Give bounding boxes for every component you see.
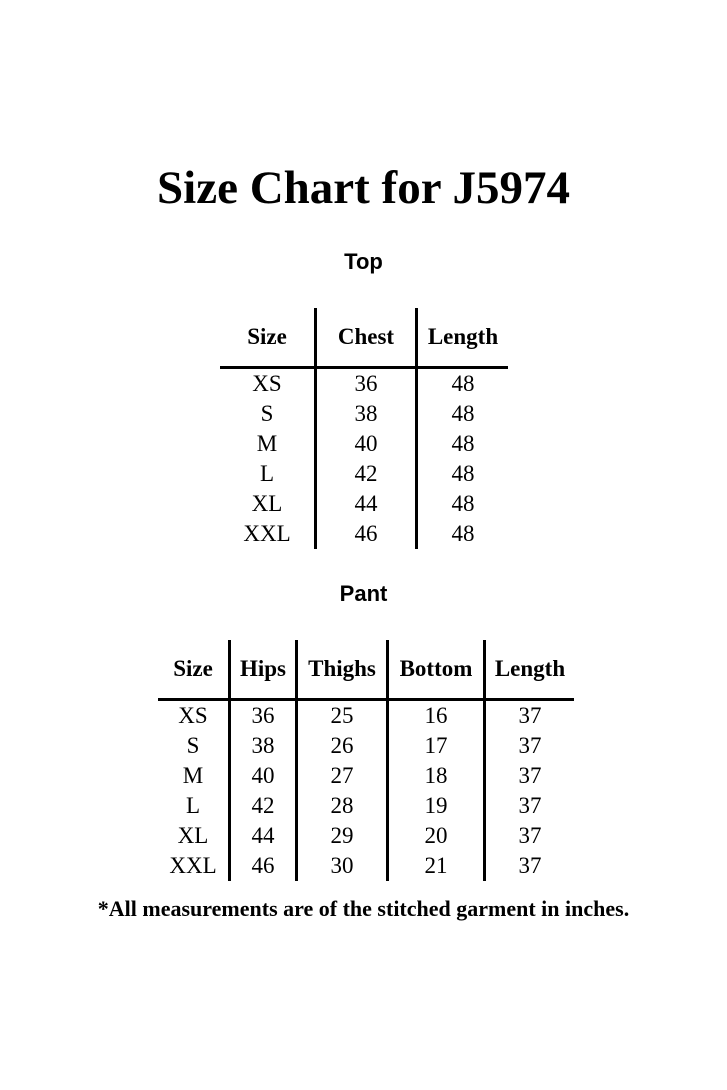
- size-cell: XXL: [243, 521, 291, 546]
- thighs-cell: 29: [297, 821, 388, 851]
- length-cell: 48: [417, 368, 509, 400]
- length-cell: 48: [417, 489, 509, 519]
- chest-cell: 36: [316, 368, 417, 400]
- hips-cell: 38: [230, 731, 297, 761]
- length-cell: 48: [417, 459, 509, 489]
- size-cell: XS: [252, 371, 282, 396]
- column-header-size: Size: [220, 308, 316, 368]
- size-cell: XL: [177, 823, 209, 848]
- length-cell: 37: [485, 761, 575, 791]
- length-cell: 37: [485, 851, 575, 881]
- table-row: [158, 821, 574, 851]
- table-row: [158, 851, 574, 881]
- thighs-cell: 30: [297, 851, 388, 881]
- column-header-chest: Chest: [316, 308, 417, 368]
- bottom-cell: 19: [388, 791, 485, 821]
- column-header-size: Size: [158, 640, 230, 700]
- table-header-row: [158, 640, 574, 700]
- size-cell: L: [185, 793, 201, 818]
- size-cell: L: [259, 461, 275, 486]
- column-header-length: Length: [417, 308, 509, 368]
- table-row: [158, 761, 574, 791]
- thighs-cell: 25: [297, 700, 388, 732]
- chest-cell: 38: [316, 399, 417, 429]
- size-cell: S: [186, 733, 200, 758]
- column-header-thighs: Thighs: [297, 640, 388, 700]
- table-row: [220, 519, 508, 549]
- chest-cell: 40: [316, 429, 417, 459]
- bottom-cell: 16: [388, 700, 485, 732]
- hips-cell: 46: [230, 851, 297, 881]
- chest-cell: 44: [316, 489, 417, 519]
- table-row: [158, 731, 574, 761]
- table-row: [158, 700, 574, 732]
- size-cell: M: [182, 763, 204, 788]
- table-row: [158, 791, 574, 821]
- chest-cell: 42: [316, 459, 417, 489]
- table-row: [220, 459, 508, 489]
- top-section-title: Top: [344, 249, 383, 274]
- size-cell: XL: [251, 491, 283, 516]
- pant-section-title: Pant: [339, 581, 388, 606]
- column-header-bottom: Bottom: [388, 640, 485, 700]
- table-row: [220, 429, 508, 459]
- thighs-cell: 26: [297, 731, 388, 761]
- bottom-cell: 20: [388, 821, 485, 851]
- thighs-cell: 28: [297, 791, 388, 821]
- length-cell: 37: [485, 731, 575, 761]
- hips-cell: 42: [230, 791, 297, 821]
- length-cell: 37: [485, 700, 575, 732]
- top-size-table: [220, 308, 508, 549]
- length-cell: 37: [485, 821, 575, 851]
- length-cell: 37: [485, 791, 575, 821]
- hips-cell: 44: [230, 821, 297, 851]
- size-cell: M: [256, 431, 278, 456]
- measurement-footnote: *All measurements are of the stitched garment in inches.: [97, 896, 630, 921]
- hips-cell: 36: [230, 700, 297, 732]
- bottom-cell: 18: [388, 761, 485, 791]
- pant-size-table: [158, 640, 574, 881]
- table-row: [220, 368, 508, 400]
- page-title: Size Chart for J5974: [157, 162, 570, 214]
- table-row: [220, 399, 508, 429]
- bottom-cell: 21: [388, 851, 485, 881]
- chest-cell: 46: [316, 519, 417, 549]
- size-cell: XXL: [169, 853, 217, 878]
- size-cell: XS: [178, 703, 208, 728]
- length-cell: 48: [417, 519, 509, 549]
- table-row: [220, 489, 508, 519]
- length-cell: 48: [417, 399, 509, 429]
- column-header-length: Length: [485, 640, 575, 700]
- thighs-cell: 27: [297, 761, 388, 791]
- column-header-hips: Hips: [230, 640, 297, 700]
- hips-cell: 40: [230, 761, 297, 791]
- size-cell: S: [260, 401, 274, 426]
- table-header-row: [220, 308, 508, 368]
- length-cell: 48: [417, 429, 509, 459]
- bottom-cell: 17: [388, 731, 485, 761]
